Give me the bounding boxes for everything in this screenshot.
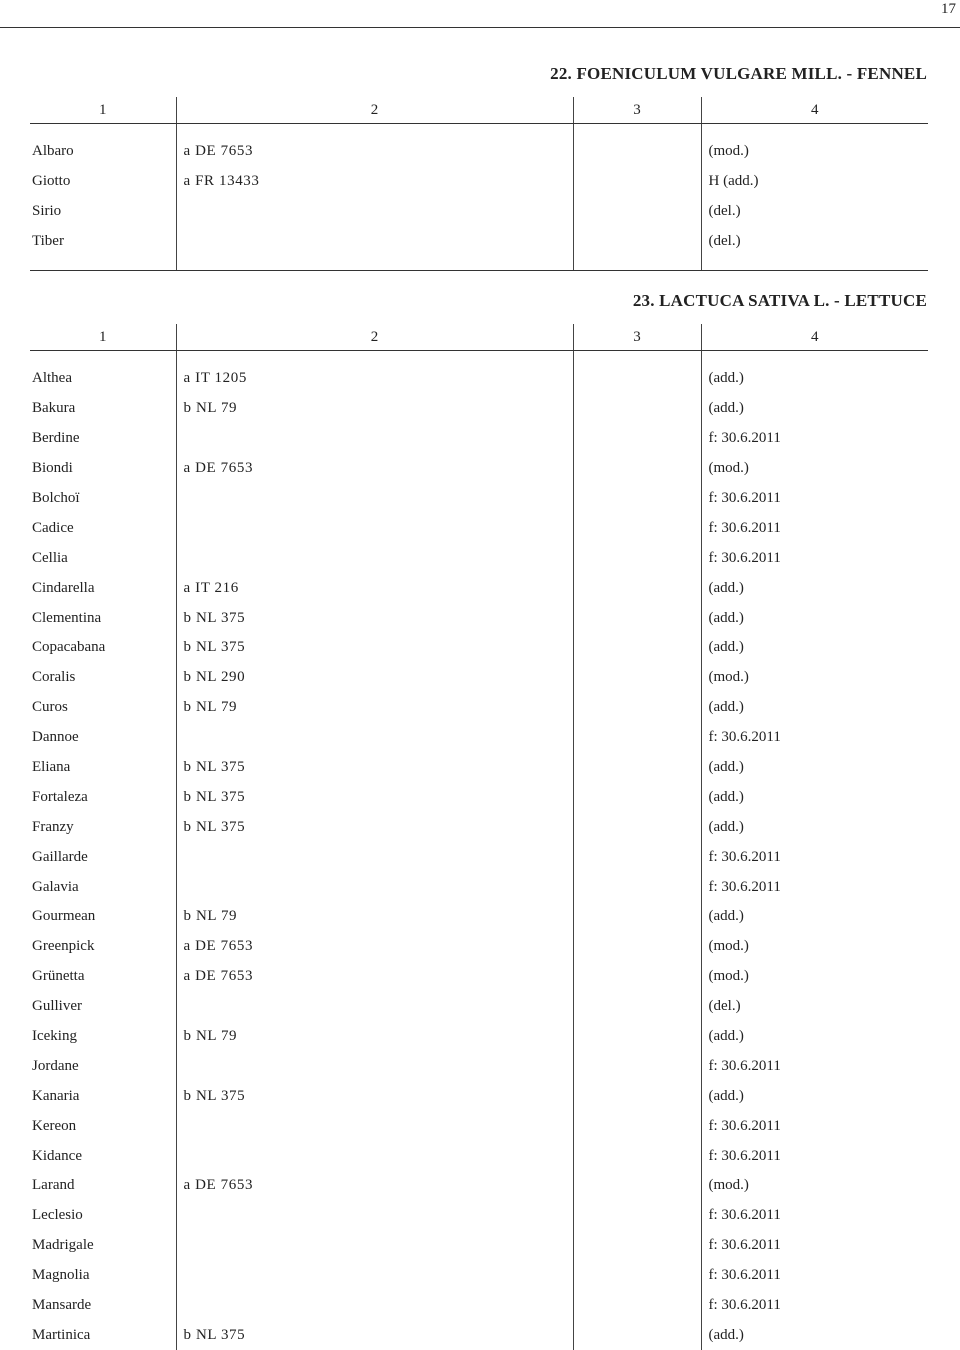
country-code-cell (176, 992, 573, 1022)
fennel-variety-table (30, 97, 928, 271)
country-code-cell: b NL 375 (176, 753, 573, 783)
variety-name-cell: Leclesio (30, 1201, 176, 1231)
column-3-cell (573, 962, 701, 992)
country-code-cell (176, 1231, 573, 1261)
table-row (30, 1231, 928, 1261)
country-code-cell: b NL 375 (176, 782, 573, 812)
table-row (30, 137, 928, 167)
table-row (30, 1022, 928, 1052)
status-cell: (add.) (701, 394, 928, 424)
country-code-cell: b NL 375 (176, 1321, 573, 1350)
column-3-cell (573, 137, 701, 167)
country-code-cell: a IT 1205 (176, 364, 573, 394)
country-code-cell (176, 543, 573, 573)
country-code-cell: a FR 13433 (176, 167, 573, 197)
table-row (30, 872, 928, 902)
spacer-cell (176, 124, 573, 138)
country-code-cell (176, 1051, 573, 1081)
variety-name-cell: Sirio (30, 197, 176, 227)
column-header-3: 3 (573, 324, 701, 351)
column-3-cell (573, 633, 701, 663)
status-cell: (add.) (701, 364, 928, 394)
status-cell: f: 30.6.2011 (701, 723, 928, 753)
column-3-cell (573, 1141, 701, 1171)
column-3-cell (573, 1291, 701, 1321)
variety-name-cell: Coralis (30, 663, 176, 693)
status-cell: (add.) (701, 1321, 928, 1350)
status-cell: (add.) (701, 812, 928, 842)
column-3-cell (573, 424, 701, 454)
table-spacer-row (30, 257, 928, 271)
column-3-cell (573, 394, 701, 424)
table-row (30, 364, 928, 394)
variety-name-cell: Franzy (30, 812, 176, 842)
country-code-cell (176, 513, 573, 543)
status-cell: (mod.) (701, 137, 928, 167)
column-header-4: 4 (701, 324, 928, 351)
variety-name-cell: Larand (30, 1171, 176, 1201)
column-3-cell (573, 1201, 701, 1231)
status-cell: f: 30.6.2011 (701, 1201, 928, 1231)
variety-name-cell: Jordane (30, 1051, 176, 1081)
country-code-cell (176, 227, 573, 257)
column-3-cell (573, 197, 701, 227)
fennel-table-body (30, 124, 928, 271)
column-3-cell (573, 663, 701, 693)
spacer-cell (30, 124, 176, 138)
variety-name-cell: Madrigale (30, 1231, 176, 1261)
country-code-cell (176, 1201, 573, 1231)
country-code-cell (176, 424, 573, 454)
country-code-cell (176, 197, 573, 227)
table-row (30, 1141, 928, 1171)
table-spacer-row (30, 351, 928, 365)
variety-name-cell: Bakura (30, 394, 176, 424)
spacer-cell (573, 351, 701, 365)
status-cell: (add.) (701, 603, 928, 633)
status-cell: (del.) (701, 197, 928, 227)
table-row (30, 1321, 928, 1350)
column-header-4: 4 (701, 97, 928, 124)
variety-name-cell: Copacabana (30, 633, 176, 663)
status-cell: (add.) (701, 573, 928, 603)
column-3-cell (573, 872, 701, 902)
country-code-cell: a IT 216 (176, 573, 573, 603)
column-header-2: 2 (176, 324, 573, 351)
variety-name-cell: Grünetta (30, 962, 176, 992)
country-code-cell (176, 1261, 573, 1291)
table-row (30, 962, 928, 992)
status-cell: f: 30.6.2011 (701, 1111, 928, 1141)
table-header-row (30, 97, 928, 124)
variety-name-cell: Eliana (30, 753, 176, 783)
column-3-cell (573, 1231, 701, 1261)
column-3-cell (573, 513, 701, 543)
table-row (30, 902, 928, 932)
status-cell: f: 30.6.2011 (701, 1231, 928, 1261)
table-row (30, 663, 928, 693)
status-cell: f: 30.6.2011 (701, 424, 928, 454)
table-row (30, 424, 928, 454)
country-code-cell (176, 1291, 573, 1321)
column-3-cell (573, 812, 701, 842)
status-cell: f: 30.6.2011 (701, 1261, 928, 1291)
variety-name-cell: Berdine (30, 424, 176, 454)
status-cell: (del.) (701, 992, 928, 1022)
country-code-cell: a DE 7653 (176, 137, 573, 167)
status-cell: H (add.) (701, 167, 928, 197)
variety-name-cell: Giotto (30, 167, 176, 197)
variety-name-cell: Curos (30, 693, 176, 723)
spacer-cell (573, 124, 701, 138)
table-row (30, 454, 928, 484)
status-cell: f: 30.6.2011 (701, 1051, 928, 1081)
status-cell: (add.) (701, 1022, 928, 1052)
table-row (30, 633, 928, 663)
status-cell: f: 30.6.2011 (701, 484, 928, 514)
column-header-2: 2 (176, 97, 573, 124)
status-cell: (add.) (701, 753, 928, 783)
column-3-cell (573, 1022, 701, 1052)
country-code-cell: b NL 375 (176, 603, 573, 633)
table-row (30, 1291, 928, 1321)
table-row (30, 932, 928, 962)
column-3-cell (573, 782, 701, 812)
section-title-lettuce: 23. LACTUCA SATIVA L. - LETTUCE (633, 290, 927, 312)
column-3-cell (573, 1261, 701, 1291)
spacer-cell (701, 124, 928, 138)
lettuce-variety-table (30, 324, 928, 1350)
table-row (30, 693, 928, 723)
country-code-cell: a DE 7653 (176, 454, 573, 484)
table-row (30, 513, 928, 543)
variety-name-cell: Albaro (30, 137, 176, 167)
variety-name-cell: Martinica (30, 1321, 176, 1350)
table-row (30, 782, 928, 812)
column-3-cell (573, 902, 701, 932)
table-row (30, 543, 928, 573)
country-code-cell (176, 484, 573, 514)
column-3-cell (573, 484, 701, 514)
column-3-cell (573, 723, 701, 753)
country-code-cell: a DE 7653 (176, 962, 573, 992)
table-row (30, 1111, 928, 1141)
column-3-cell (573, 842, 701, 872)
country-code-cell (176, 1111, 573, 1141)
status-cell: f: 30.6.2011 (701, 513, 928, 543)
table-row (30, 197, 928, 227)
column-3-cell (573, 543, 701, 573)
column-header-3: 3 (573, 97, 701, 124)
column-3-cell (573, 1321, 701, 1350)
spacer-cell (701, 257, 928, 271)
table-row (30, 992, 928, 1022)
table-row (30, 167, 928, 197)
spacer-cell (176, 351, 573, 365)
status-cell: f: 30.6.2011 (701, 872, 928, 902)
variety-name-cell: Cellia (30, 543, 176, 573)
variety-name-cell: Greenpick (30, 932, 176, 962)
variety-name-cell: Iceking (30, 1022, 176, 1052)
column-3-cell (573, 167, 701, 197)
status-cell: (add.) (701, 902, 928, 932)
lettuce-table-body (30, 351, 928, 1350)
country-code-cell: b NL 375 (176, 1081, 573, 1111)
country-code-cell (176, 1141, 573, 1171)
table-row (30, 573, 928, 603)
table-row (30, 842, 928, 872)
variety-name-cell: Dannoe (30, 723, 176, 753)
section-title-fennel: 22. FOENICULUM VULGARE MILL. - FENNEL (550, 63, 927, 85)
table-row (30, 1201, 928, 1231)
header-rule (0, 27, 960, 28)
variety-name-cell: Biondi (30, 454, 176, 484)
country-code-cell: b NL 79 (176, 1022, 573, 1052)
country-code-cell (176, 842, 573, 872)
column-3-cell (573, 1081, 701, 1111)
table-spacer-row (30, 124, 928, 138)
status-cell: (add.) (701, 633, 928, 663)
spacer-cell (701, 351, 928, 365)
variety-name-cell: Fortaleza (30, 782, 176, 812)
status-cell: (mod.) (701, 962, 928, 992)
status-cell: (mod.) (701, 932, 928, 962)
column-header-1: 1 (30, 97, 176, 124)
spacer-cell (176, 257, 573, 271)
country-code-cell (176, 723, 573, 753)
table-row (30, 1051, 928, 1081)
status-cell: (mod.) (701, 1171, 928, 1201)
variety-name-cell: Althea (30, 364, 176, 394)
status-cell: f: 30.6.2011 (701, 1141, 928, 1171)
column-3-cell (573, 1051, 701, 1081)
table-header-row (30, 324, 928, 351)
column-3-cell (573, 454, 701, 484)
status-cell: (add.) (701, 1081, 928, 1111)
table-row (30, 484, 928, 514)
country-code-cell (176, 872, 573, 902)
column-3-cell (573, 227, 701, 257)
table-row (30, 753, 928, 783)
variety-name-cell: Clementina (30, 603, 176, 633)
spacer-cell (573, 257, 701, 271)
column-3-cell (573, 753, 701, 783)
table-row (30, 1171, 928, 1201)
status-cell: (add.) (701, 782, 928, 812)
variety-name-cell: Gourmean (30, 902, 176, 932)
country-code-cell: b NL 79 (176, 394, 573, 424)
table-row (30, 812, 928, 842)
column-3-cell (573, 603, 701, 633)
country-code-cell: b NL 375 (176, 633, 573, 663)
status-cell: f: 30.6.2011 (701, 543, 928, 573)
variety-name-cell: Kanaria (30, 1081, 176, 1111)
column-3-cell (573, 1111, 701, 1141)
table-row (30, 723, 928, 753)
variety-name-cell: Kereon (30, 1111, 176, 1141)
variety-name-cell: Cindarella (30, 573, 176, 603)
table-row (30, 1081, 928, 1111)
column-3-cell (573, 992, 701, 1022)
column-3-cell (573, 932, 701, 962)
column-3-cell (573, 364, 701, 394)
column-3-cell (573, 573, 701, 603)
column-header-1: 1 (30, 324, 176, 351)
status-cell: (add.) (701, 693, 928, 723)
variety-name-cell: Tiber (30, 227, 176, 257)
spacer-cell (30, 257, 176, 271)
status-cell: f: 30.6.2011 (701, 842, 928, 872)
country-code-cell: b NL 79 (176, 902, 573, 932)
status-cell: (mod.) (701, 663, 928, 693)
status-cell: f: 30.6.2011 (701, 1291, 928, 1321)
variety-name-cell: Magnolia (30, 1261, 176, 1291)
country-code-cell: a DE 7653 (176, 1171, 573, 1201)
country-code-cell: b NL 290 (176, 663, 573, 693)
country-code-cell: a DE 7653 (176, 932, 573, 962)
column-3-cell (573, 693, 701, 723)
table-row (30, 603, 928, 633)
variety-name-cell: Cadice (30, 513, 176, 543)
table-row (30, 227, 928, 257)
table-row (30, 394, 928, 424)
variety-name-cell: Kidance (30, 1141, 176, 1171)
variety-name-cell: Gaillarde (30, 842, 176, 872)
spacer-cell (30, 351, 176, 365)
variety-name-cell: Bolchoï (30, 484, 176, 514)
variety-name-cell: Mansarde (30, 1291, 176, 1321)
country-code-cell: b NL 79 (176, 693, 573, 723)
country-code-cell: b NL 375 (176, 812, 573, 842)
column-3-cell (573, 1171, 701, 1201)
status-cell: (mod.) (701, 454, 928, 484)
variety-name-cell: Galavia (30, 872, 176, 902)
table-row (30, 1261, 928, 1291)
status-cell: (del.) (701, 227, 928, 257)
variety-name-cell: Gulliver (30, 992, 176, 1022)
page-number: 17 (941, 0, 956, 18)
